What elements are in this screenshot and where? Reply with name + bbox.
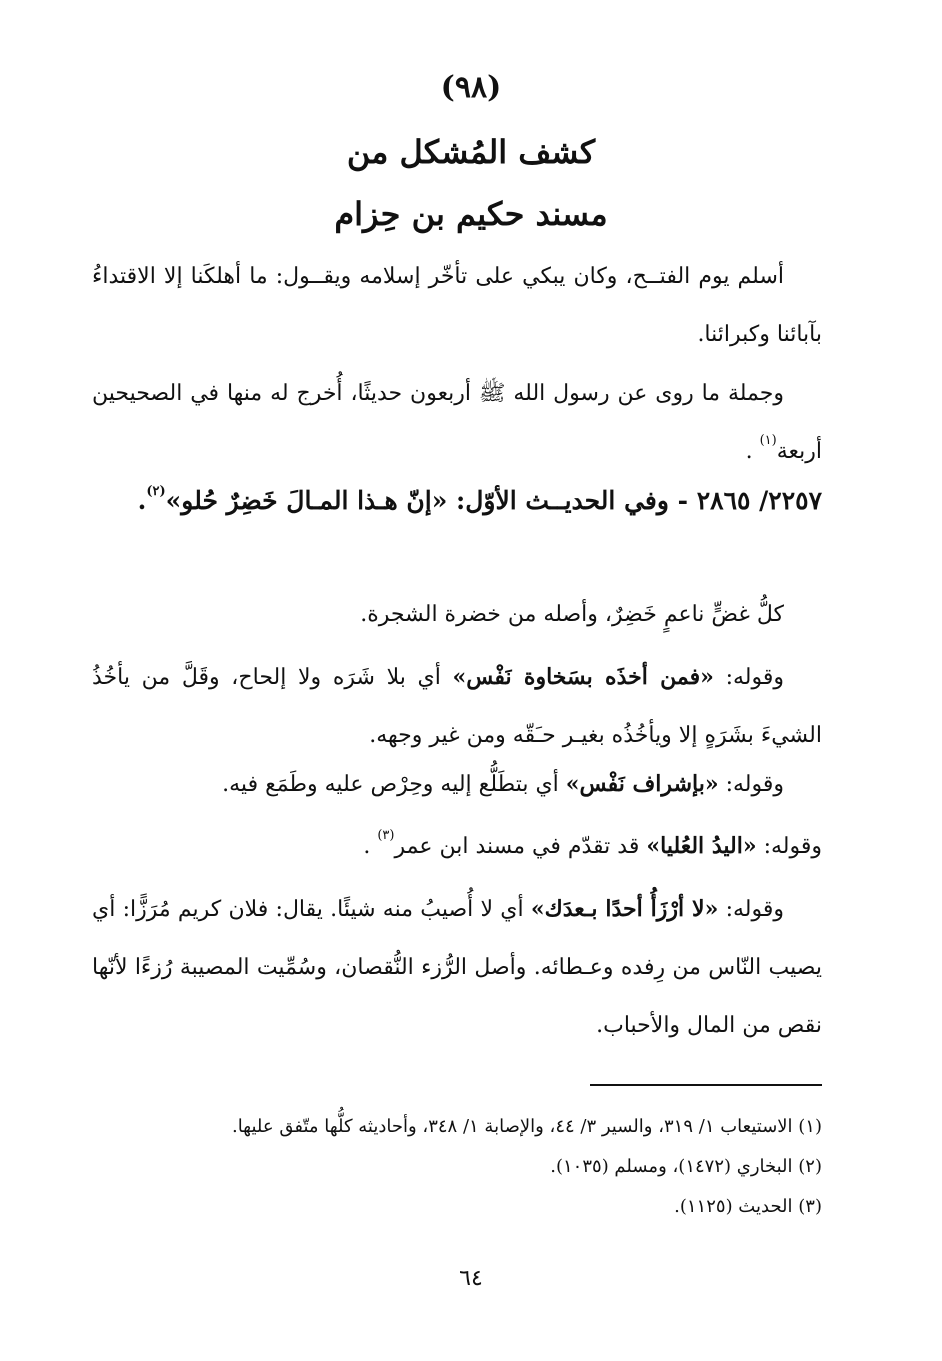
paragraph-intro (92, 248, 822, 364)
paragraph-lead: وقوله: (718, 897, 784, 922)
footnote-separator (590, 1084, 822, 1086)
paragraph-text: أي بتطَلُّع إليه وحِرْص عليه وطَمَع فيه. (222, 772, 566, 797)
hadith-heading (92, 474, 822, 528)
page-number: ٦٤ (459, 1266, 483, 1291)
footnote-1: (١) الاستيعاب ١/ ٣١٩، والسير ٣/ ٤٤، والإصابة ١/ ٣٤٨، وأحاديثه كلُّها متّفق عليها. (231, 1116, 822, 1137)
quoted-phrase: «فمن أخذَه بسَخاوة نَفْس» (452, 664, 714, 690)
paragraph-lead: وقوله: (756, 834, 822, 859)
paragraph-text: كلُّ غضٍّ ناعمٍ خَضِرٌ، وأصله من خضرة الشجرة. (360, 602, 784, 627)
footnote-ref-1[interactable]: (١) (759, 433, 777, 448)
paragraph-text: قد تقدّم في مسند ابن عمر (394, 834, 647, 859)
paragraph-text: أسلم يوم الفتــح، وكان يبكي على تأخّر إسلامه ويقــول: ما أهلكَنا إلا الاقتداءُ بآبائنا وكبرائنا. (92, 264, 822, 347)
hadith-end: . (137, 486, 147, 515)
paragraph-lead: وقوله: (718, 772, 784, 797)
section-title: كشف المُشكل من (346, 133, 596, 171)
footnote-ref-2[interactable]: (٢) (146, 484, 166, 499)
hadith-text: ٢٢٥٧/ ٢٨٦٥ - وفي الحديــث الأوّل: «إنّ هـذا المـالَ خَضِرٌ حُلو» (165, 486, 822, 515)
paragraph-explanation (92, 586, 822, 644)
paragraph-ishraf (92, 755, 822, 814)
footnote-2: (٢) البخاري (١٤٧٢)، ومسلم (١٠٣٥). (550, 1156, 822, 1177)
quoted-phrase: «لا أرْزَأُ أحدًا بـعدَك» (530, 896, 719, 922)
paragraph-sakhawa (92, 648, 822, 765)
footnote-ref-3[interactable]: (٣) (377, 828, 395, 843)
paragraph-end: . (363, 834, 378, 859)
paragraph-text: وجملة ما روى عن رسول الله ﷺ أربعون حديثًا، أُخرج له منها في الصحيحين أربعة (92, 381, 822, 464)
paragraph-yad-ulya (92, 817, 822, 876)
paragraph-lead: وقوله: (713, 665, 784, 690)
quoted-phrase: «بإشراف نَفْس» (565, 771, 719, 797)
section-subtitle: مسند حكيم بن حِزام (334, 195, 608, 233)
footnote-3: (٣) الحديث (١١٢٥). (674, 1196, 822, 1217)
paragraph-text: أي بلا شَرَه ولا إلحاح، وقَلَّ من يأخُذُ الشيءَ بشَرَهٍ إلا ويأخُذُه بغيـر حـَقّه ومن غير وجهه. (92, 665, 822, 748)
section-number: (٩٨) (440, 70, 502, 105)
paragraph-end: . (745, 439, 760, 464)
paragraph-arza (92, 880, 822, 1055)
paragraph-text: أي لا أُصيبُ منه شيئًا. يقال: فلان كريم مُرَزًّا: أي يصيب النّاس من رِفده وعـطائه. وأصل الرُّزء النُّقصان، وسُمِّيت المصيبة رُزءًا لأنّها نقص من المال والأحباب. (92, 897, 822, 1038)
quoted-phrase: «اليدُ العُليا» (646, 833, 757, 859)
paragraph-narrations (92, 365, 822, 481)
